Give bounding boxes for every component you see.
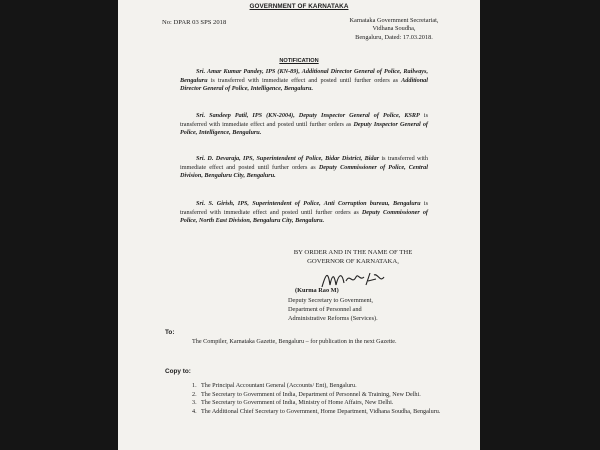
new-posting: Additional Director General of Police, Intelligence, Bengaluru.	[180, 76, 428, 93]
paragraph-text: is transferred with immediate effect and posted until further orders as	[180, 112, 428, 128]
designation-line: Department of Personnel and	[288, 305, 362, 313]
copy-to-list	[192, 382, 442, 416]
list-item	[192, 408, 442, 417]
address-block	[324, 17, 464, 42]
signatory-designation	[288, 297, 378, 323]
order-line: BY ORDER AND IN THE NAME OF THE	[293, 249, 413, 256]
list-item	[192, 382, 442, 391]
notification-paragraph	[180, 200, 428, 226]
designation-line: Deputy Secretary to Government,	[288, 297, 373, 304]
order-block	[268, 248, 438, 266]
new-posting: Deputy Inspector General of Police, Intelligence, Bengaluru.	[180, 120, 428, 137]
new-posting: Deputy Commissioner of Police, North East Division, Bengaluru City, Bengaluru.	[180, 208, 428, 225]
signatory-name: (Kurma Rao M)	[295, 287, 339, 294]
designation-line: Administrative Reforms (Services).	[288, 314, 378, 322]
address-line: Bengaluru, Dated: 17.03.2018.	[355, 33, 433, 41]
paragraph-text: is transferred with immediate effect and posted until further orders as	[207, 76, 402, 84]
order-line: GOVERNOR OF KARNATAKA,	[307, 258, 399, 265]
officer-name: Sri. S. Girish, IPS, Superintendent of Police, Anti Corruption bureau, Bengaluru	[196, 200, 421, 207]
notification-title: NOTIFICATION	[279, 58, 319, 64]
item-text: The Secretary to Government of India, Department of Personnel & Training, New Delhi.	[201, 390, 421, 398]
list-item	[192, 399, 442, 408]
item-number: 3.	[192, 399, 197, 407]
officer-name: Sri. D. Devaraja, IPS, Superintendent of Police, Bidar District, Bidar	[196, 155, 380, 162]
list-item	[192, 391, 442, 400]
document-page	[118, 0, 480, 450]
new-posting: Deputy Commissioner of Police, Central Division, Bengaluru City, Bengaluru.	[180, 163, 428, 180]
item-number: 4.	[192, 407, 197, 415]
paragraph-text: is transferred with immediate effect and posted until further orders as	[180, 155, 428, 171]
officer-name: Sri. Sandeep Patil, IPS (KN-2004), Deputy Inspector General of Police, KSRP	[196, 112, 420, 119]
paragraph-text: is transferred with immediate effect and posted until further orders as	[180, 200, 428, 216]
item-text: The Principal Accountant General (Accounts/ Ent), Bengaluru.	[201, 382, 357, 389]
item-number: 1.	[192, 382, 197, 389]
notification-paragraph	[180, 68, 428, 94]
copy-to-label: Copy to:	[165, 368, 191, 375]
address-line: Vidhana Soudha,	[372, 25, 416, 33]
to-label: To:	[165, 329, 175, 336]
order-number: No: DPAR 03 SPS 2018	[162, 19, 227, 26]
item-text: The Additional Chief Secretary to Government, Home Department, Vidhana Soudha, Bengaluru.	[201, 407, 441, 415]
officer-name: Sri. Amar Kumar Pandey, IPS (KN-89), Additional Director General of Police, Railways, Bengaluru	[180, 68, 428, 84]
item-number: 2.	[192, 390, 197, 398]
notification-paragraph	[180, 112, 428, 138]
notification-paragraph	[180, 155, 428, 181]
government-heading: GOVERNMENT OF KARNATAKA	[249, 3, 349, 10]
address-line: Karnataka Government Secretariat,	[349, 17, 439, 24]
item-text: The Secretary to Government of India, Ministry of Home Affairs, New Delhi.	[201, 399, 394, 407]
to-recipient: The Compiler, Karnataka Gazette, Bengaluru – for publication in the next Gazette.	[192, 338, 397, 345]
